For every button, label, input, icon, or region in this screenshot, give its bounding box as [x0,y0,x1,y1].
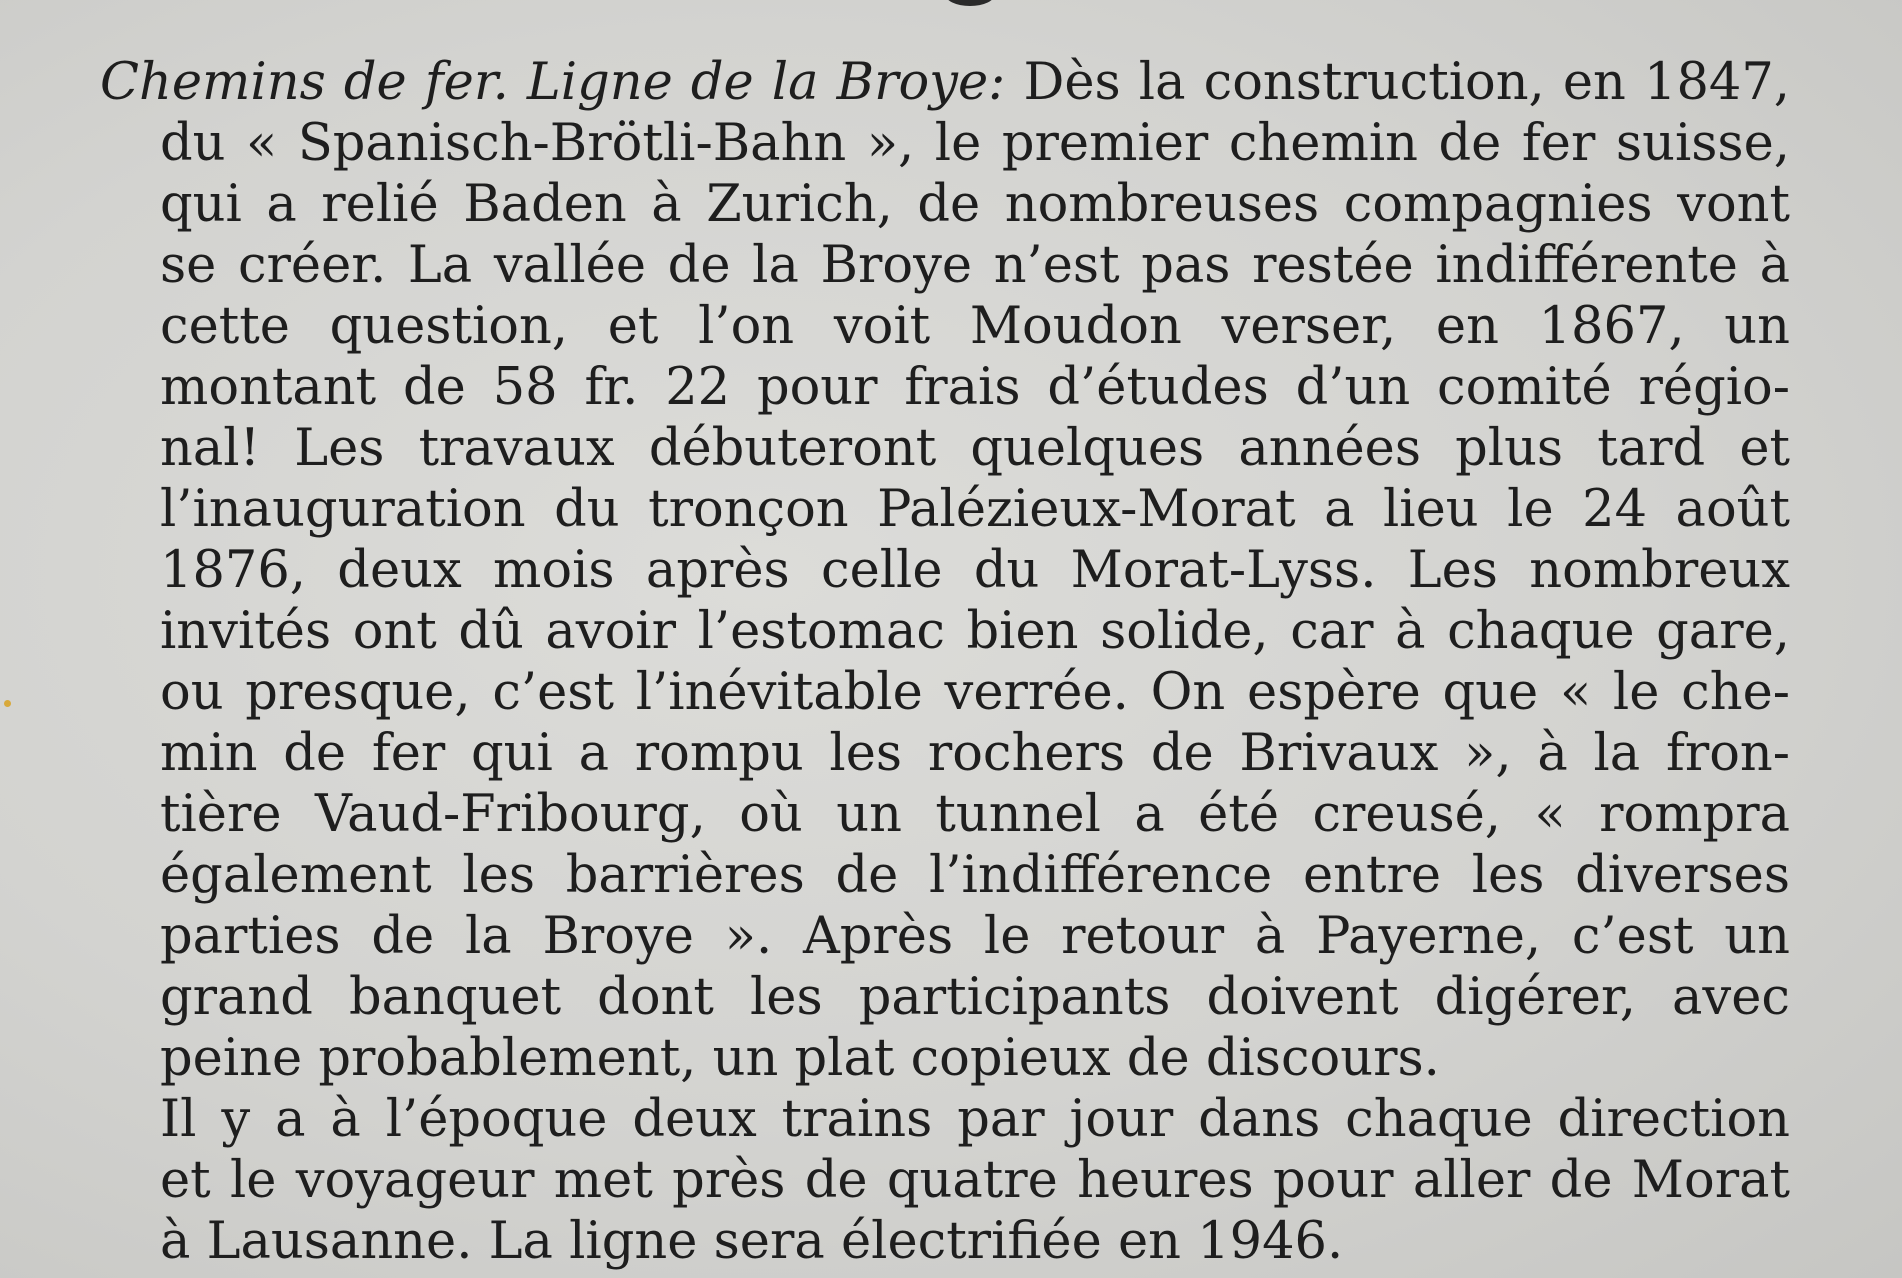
top-edge-mark [945,0,995,6]
text-line: tière Vaud-Fribourg, où un tunnel a été creusé, « rompra [160,785,1790,844]
text-line: montant de 58 fr. 22 pour frais d’études d’un comité régio- [160,358,1790,417]
text-line: l’inauguration du tronçon Palézieux-Morat a lieu le 24 août [160,480,1790,539]
text-line: invités ont dû avoir l’estomac bien solide, car à chaque gare, [160,602,1790,661]
text-line-content: Dès la construction, en 1847, [1023,53,1790,112]
paper-speck [4,700,11,707]
text-line: 1876, deux mois après celle du Morat-Lyss. Les nombreux [160,541,1790,600]
text-line: et le voyageur met près de quatre heures pour aller de Morat [160,1151,1790,1210]
text-line [100,52,1790,113]
text-line: peine probablement, un plat copieux de discours. [160,1029,1440,1088]
text-line: Il y a à l’époque deux trains par jour dans chaque direction [160,1090,1790,1149]
text-line: également les barrières de l’indifférence entre les diverses [160,846,1790,905]
text-line: qui a relié Baden à Zurich, de nombreuses compagnies vont [160,175,1790,234]
article-text [100,52,1790,1272]
text-line: cette question, et l’on voit Moudon verser, en 1867, un [160,297,1790,356]
text-line: à Lausanne. La ligne sera électrifiée en 1946. [160,1212,1344,1271]
article-lead: Chemins de fer. Ligne de la Broye: [100,53,1006,112]
text-line: du « Spanisch-Brötli-Bahn », le premier chemin de fer suisse, [160,114,1790,173]
text-line: nal! Les travaux débuteront quelques années plus tard et [160,419,1790,478]
text-line: parties de la Broye ». Après le retour à Payerne, c’est un [160,907,1790,966]
text-line: se créer. La vallée de la Broye n’est pas restée indifférente à [160,236,1790,295]
text-line: grand banquet dont les participants doivent digérer, avec [160,968,1790,1027]
text-line: min de fer qui a rompu les rochers de Brivaux », à la fron- [160,724,1790,783]
text-line: ou presque, c’est l’inévitable verrée. On espère que « le che- [160,663,1790,722]
